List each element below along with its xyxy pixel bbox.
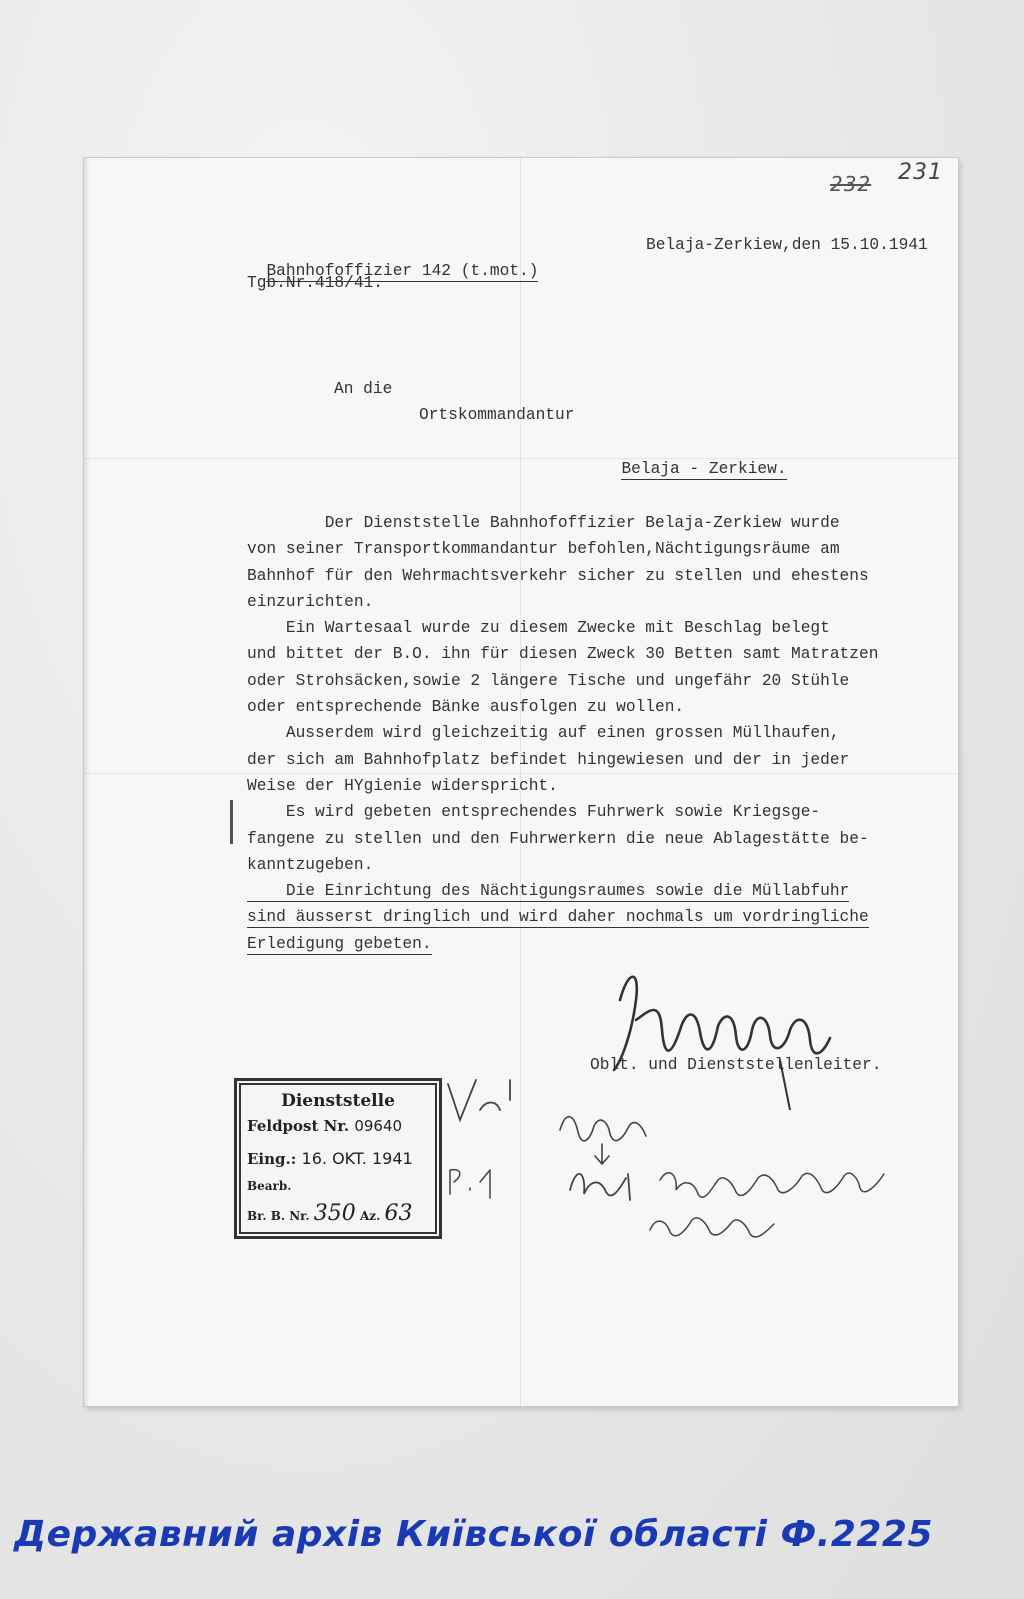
stamp-eing-date: 16. OKT. 1941 [301, 1149, 413, 1168]
urgent-line-text: Erledigung gebeten. [247, 934, 432, 953]
body-line: Weise der HYgienie widerspricht. [247, 776, 558, 795]
urgent-line-text: sind äusserst dringlich und wird daher nochmals um vordringliche [247, 908, 869, 927]
letter-body [247, 510, 967, 957]
body-line: Ausserdem wird gleichzeitig auf einen grossen Müllhaufen, [247, 724, 840, 743]
sender: Bahnhofoffizier 142 (t.mot.) [266, 262, 539, 280]
urgent-line [247, 904, 967, 930]
stamp-br-label: Br. B. Nr. [247, 1209, 310, 1223]
office-stamp [234, 1078, 442, 1239]
stamp-eing-label: Eing.: [247, 1150, 297, 1168]
archive-caption: Державний архів Київської області Ф.2225 [14, 1514, 934, 1555]
body-line: der sich am Bahnhofplatz befindet hingewiesen und der in jeder [247, 750, 850, 769]
addressee-line-1: An die [334, 380, 393, 398]
signature-title: Oblt. und Dienststellenleiter. [590, 1056, 882, 1074]
stamp-br-line [247, 1201, 412, 1226]
fold-line-horizontal [84, 458, 958, 459]
body-line: Es wird gebeten entsprechendes Fuhrwerk sowie Kriegsge- [247, 803, 821, 822]
place-date: Belaja-Zerkiew,den 15.10.1941 [646, 236, 928, 254]
urgent-line [247, 878, 967, 904]
stamp-az-label: Az. [359, 1209, 381, 1223]
urgent-line-text: Die Einrichtung des Nächtigungsraumes sowie die Müllabfuhr [247, 882, 850, 901]
page-number-struck: 232 [830, 172, 872, 196]
body-line: fangene zu stellen und den Fuhrwerkern die neue Ablagestätte be- [247, 829, 869, 848]
body-line: Der Dienststelle Bahnhofoffizier Belaja-Zerkiew wurde [247, 514, 840, 532]
stamp-feldpost-label: Feldpost Nr. [247, 1117, 350, 1135]
body-line: Ein Wartesaal wurde zu diesem Zwecke mit Beschlag belegt [247, 619, 830, 638]
stamp-title: Dienststelle [281, 1091, 395, 1111]
body-line: einzurichten. [247, 592, 374, 611]
page-number: 231 [898, 160, 943, 185]
stamp-feldpost-line [247, 1117, 402, 1135]
body-line: kanntzugeben. [247, 855, 374, 874]
stamp-eing-line [247, 1149, 413, 1168]
reference-number: Tgb.Nr.418/41. [247, 274, 383, 292]
urgent-line [247, 931, 967, 957]
stamp-br-number: 350 [313, 1201, 356, 1226]
body-line: Bahnhof für den Wehrmachtsverkehr sicher zu stellen und ehestens [247, 566, 869, 585]
addressee-line-3-wrap [602, 430, 787, 482]
addressee-line-2: Ortskommandantur [419, 406, 575, 424]
body-line: oder entsprechende Bänke ausfolgen zu wollen. [247, 698, 685, 717]
addressee-line-3: Belaja - Zerkiew. [621, 460, 787, 478]
stamp-feldpost-number: 09640 [354, 1117, 403, 1135]
handwritten-notes [440, 1070, 920, 1270]
body-line: und bittet der B.O. ihn für diesen Zweck 30 Betten samt Matratzen [247, 645, 879, 664]
body-line: oder Strohsäcken,sowie 2 längere Tische und ungefähr 20 Stühle [247, 671, 850, 690]
margin-mark [230, 800, 233, 844]
body-line: von seiner Transportkommandantur befohlen,Nächtigungsräume am [247, 540, 840, 559]
stamp-bearb-label: Bearb. [247, 1179, 292, 1193]
stamp-az-number: 63 [384, 1201, 413, 1226]
sheet-left-edge [84, 158, 90, 1406]
